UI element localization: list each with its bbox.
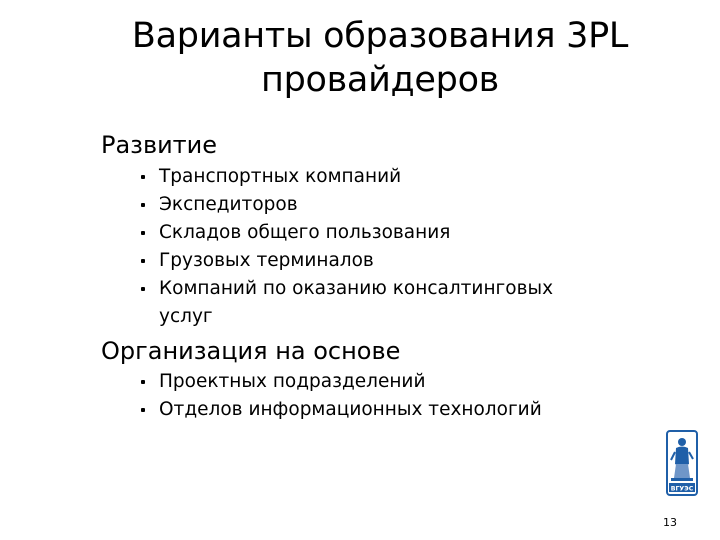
university-emblem-icon [666, 430, 698, 496]
list-item-text: Компаний по оказанию консалтинговых услуг [159, 278, 554, 327]
list-item-text: Проектных подразделений [159, 371, 426, 392]
list-item [138, 368, 608, 396]
list-item [138, 396, 608, 424]
list-item [138, 219, 608, 247]
list-item [138, 275, 608, 331]
bullet-icon [141, 287, 145, 291]
list-item-text: Транспортных компаний [159, 166, 402, 187]
list-item [138, 247, 608, 275]
list-item [138, 191, 608, 219]
logo-text: ВГУЭС [670, 485, 694, 493]
list-item-text: Складов общего пользования [159, 222, 451, 243]
development-list [138, 163, 608, 331]
bullet-icon [141, 175, 145, 179]
section-heading-organization: Организация на основе [101, 337, 401, 365]
page-number: 13 [663, 516, 677, 529]
list-item-text: Отделов информационных технологий [159, 399, 542, 420]
bullet-icon [141, 259, 145, 263]
bullet-icon [141, 231, 145, 235]
bullet-icon [141, 203, 145, 207]
bullet-icon [141, 380, 145, 384]
list-item-text: Экспедиторов [159, 194, 298, 215]
list-item-text: Грузовых терминалов [159, 250, 374, 271]
section-heading-development: Развитие [101, 131, 218, 159]
list-item [138, 163, 608, 191]
bullet-icon [141, 408, 145, 412]
slide-title: Варианты образования 3PL провайдеров [131, 16, 629, 100]
organization-list [138, 368, 608, 424]
